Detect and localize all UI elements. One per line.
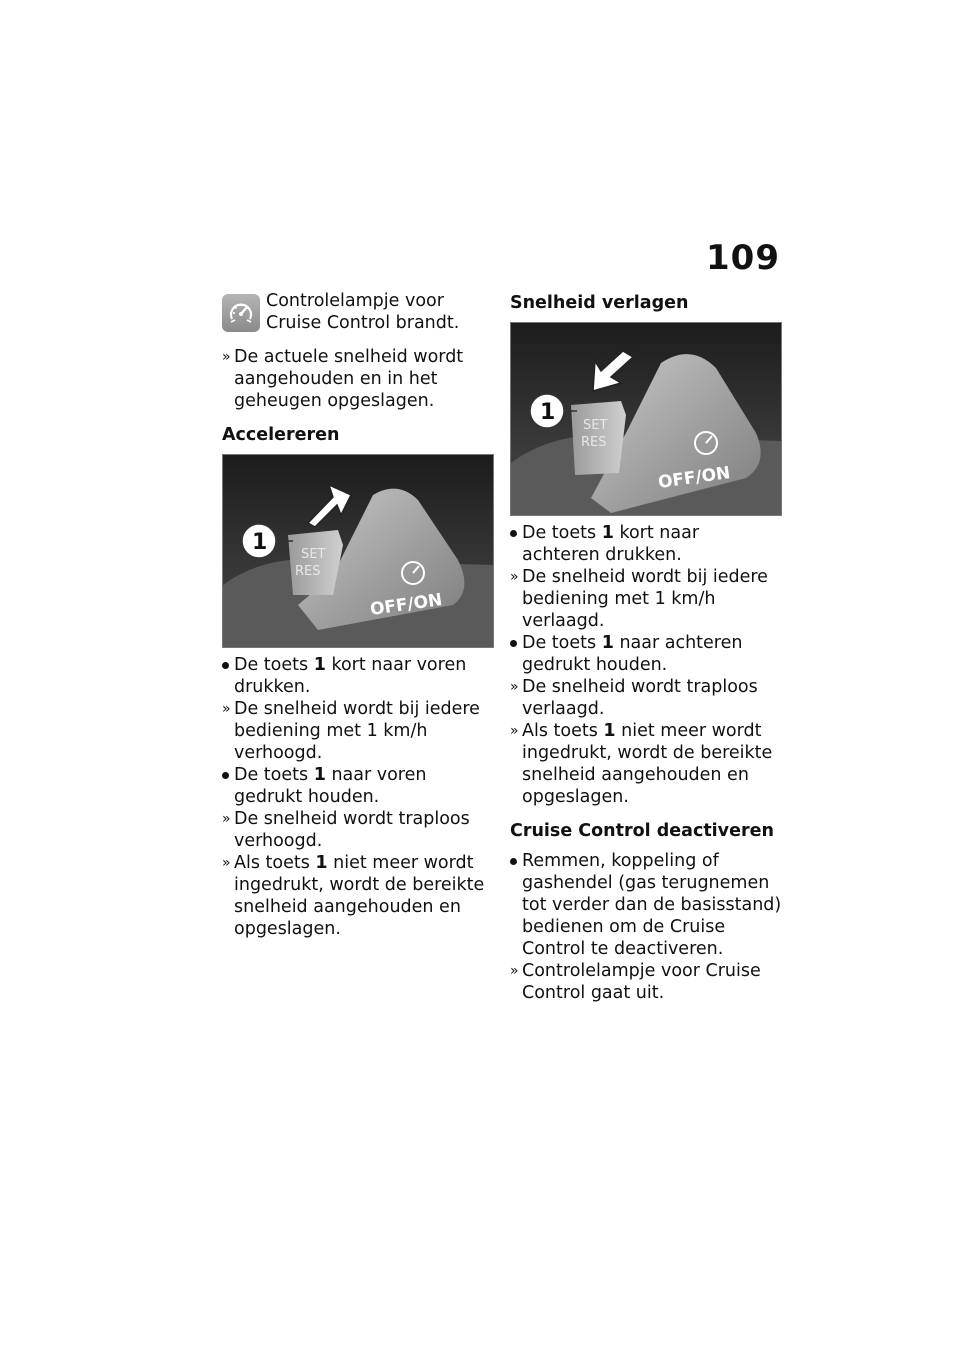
page-number: 109	[706, 238, 780, 278]
result-marker: »	[222, 701, 231, 717]
step-bullet: De toets 1 naar voren gedrukt houden.	[222, 764, 494, 808]
step-bullet: De toets 1 kort naar achteren drukken.	[510, 522, 782, 566]
section-heading-accelerate: Accelereren	[222, 425, 340, 445]
bullet-marker	[510, 530, 517, 537]
step-result: » De snelheid wordt traploos verhoogd.	[222, 809, 470, 851]
result-item: » De actuele snelheid wordt aangehouden en in het geheugen opgeslagen.	[222, 347, 464, 411]
result-marker: »	[222, 349, 231, 365]
indicator-row	[222, 290, 494, 334]
bullet-marker	[222, 662, 229, 669]
result-marker: »	[510, 679, 519, 695]
result-marker: »	[222, 855, 231, 871]
result-marker: »	[510, 569, 519, 585]
step-result: » De snelheid wordt bij iedere bediening met 1 km/h verhoogd.	[222, 699, 480, 763]
section-heading-deactivate: Cruise Control deactiveren	[510, 821, 774, 841]
step-result: » Als toets 1 niet meer wordt ingedrukt, wordt de bereikte snelheid aangehouden en opgeslagen.	[510, 721, 773, 807]
right-column	[510, 288, 782, 1004]
step-bullet: De toets 1 kort naar voren drukken.	[222, 654, 494, 698]
cruise-control-indicator-icon	[222, 294, 260, 332]
bullet-marker	[222, 772, 229, 779]
bullet-marker	[510, 858, 517, 865]
step-result: » De snelheid wordt bij iedere bediening met 1 km/h verlaagd.	[510, 567, 768, 631]
res-label: RES	[581, 435, 607, 450]
figure-accelerate	[222, 454, 494, 648]
result-marker: »	[222, 811, 231, 827]
step-bullet: De toets 1 naar achteren gedrukt houden.	[510, 632, 782, 676]
result-marker: »	[510, 963, 519, 979]
figure-decelerate	[510, 322, 782, 516]
result-marker: »	[510, 723, 519, 739]
step-result: » Controlelampje voor Cruise Control gaat uit.	[510, 961, 761, 1003]
section-heading-decelerate: Snelheid verlagen	[510, 293, 689, 313]
set-label: SET	[583, 418, 608, 433]
step-result: » De snelheid wordt traploos verlaagd.	[510, 677, 758, 719]
left-column	[222, 288, 494, 940]
indicator-text: Controlelampje voor Cruise Control brandt.	[266, 291, 460, 333]
set-label: SET	[301, 547, 326, 562]
step-result: » Als toets 1 niet meer wordt ingedrukt, wordt de bereikte snelheid aangehouden en opgeslagen.	[222, 853, 485, 939]
step-bullet: Remmen, koppeling of gashendel (gas terugnemen tot verder dan de basisstand) bedienen om de Cruise Control te deactiveren.	[510, 850, 782, 960]
res-label: RES	[295, 564, 321, 579]
off-on-label: OFF/ON	[656, 463, 732, 493]
off-on-label: OFF/ON	[368, 590, 444, 620]
callout-number: 1	[252, 530, 268, 555]
bullet-marker	[510, 640, 517, 647]
callout-number: 1	[540, 400, 556, 425]
